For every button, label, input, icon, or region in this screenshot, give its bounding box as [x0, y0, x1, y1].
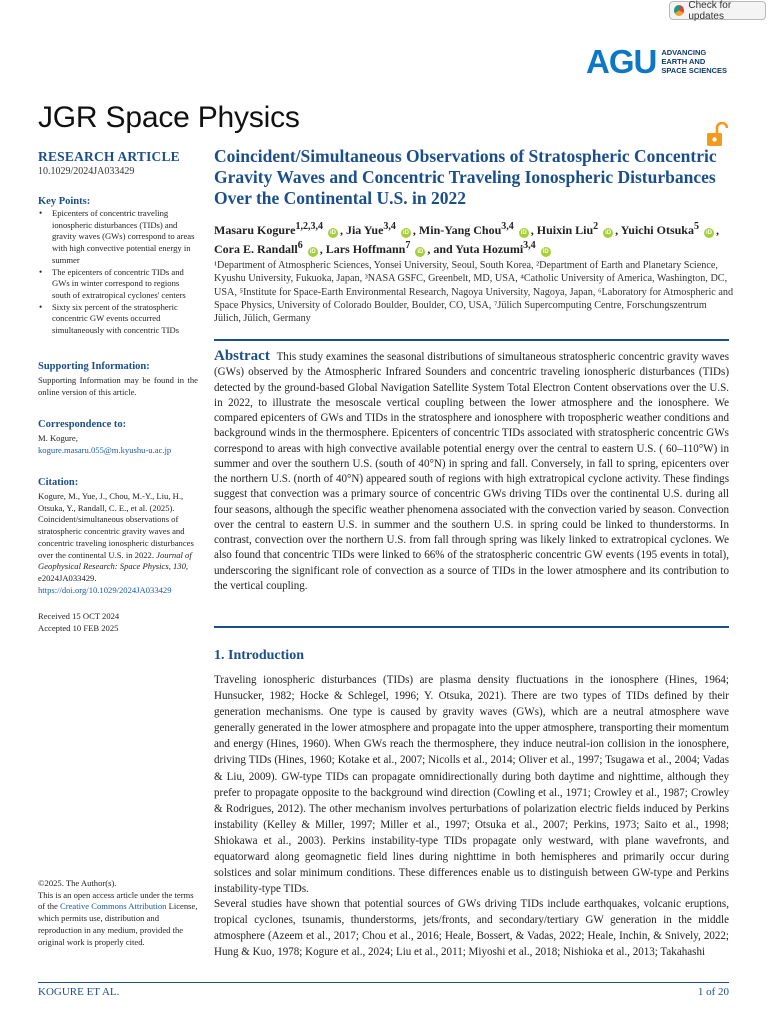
footer-divider	[38, 982, 729, 983]
license-text-pre: This is an open access article under the terms of the	[38, 889, 194, 912]
correspondence-heading: Correspondence to:	[38, 419, 127, 430]
orcid-icon[interactable]: iD	[520, 230, 527, 236]
article-doi[interactable]: 10.1029/2024JA033429	[38, 166, 135, 177]
abstract-section	[214, 349, 729, 594]
orcid-icon[interactable]: iD	[605, 230, 612, 236]
affiliations: ¹Department of Atmospheric Sciences, Yonsei University, Seoul, South Korea, ²Department of Earth and Planetary Science, Kyushu University, Fukuoka, Japan, ³NASA GSFC, Greenbelt, MD, USA, ⁴Catholic University of America, Washington, DC, USA, ⁵Institute for Space-Earth Environmental Research, Nagoya University, Nagoya, Japan, ⁶Laboratory for Atmospheric and Space Physics, University of Colorado Boulder, Boulder, CO, USA, ⁷Jülich Supercomputing Centre, Forschungszentrum Jülich, Jülich, Germany	[214, 260, 734, 325]
article-title: Coincident/Simultaneous Observations of Stratospheric Concentric Gravity Waves and Concentric Traveling Ionospheric Disturbances Over the Continental U.S. in 2022	[214, 146, 717, 208]
key-point-item: • Sixty six percent of the stratospheric concentric GW events occurred simultaneously with concentric TIDs	[38, 302, 196, 337]
intro-paragraph: Traveling ionospheric disturbances (TIDs) are plasma density fluctuations in the ionosphere (Hines, 1964; Hunsucker, 1982; Hocke & Schlegel, 1996; Y. Otsuka, 2021). There are two types of TIDs defined by their generation mechanisms. One type is caused by gravity waves (GWs), which are a neutral atmosphere wave generally generated in the lower atmosphere and propagate into the upper atmosphere, transporting their momentum and energy (Hines, 1960). When GWs reach the thermosphere, they induce neutral-ion collision in the ionosphere, driving TIDs (Hines, 1960; Kotake et al., 2007; Nicolls et al., 2014; Oliver et al., 1997; Tsugawa et al., 2004; Vadas & Liu, 2009). GW-type TIDs can propagate omnidirectionally during both daytime and nighttime, although they prefer to propagate opposite to the background wind direction (Cowling et al., 1971; Crowley et al., 1987; Crowley & Rodrigues, 2012). The other mechanism involves perturbations of polarization electric fields induced by Perkins instability (Kelley & Miller, 1997; Miller et al., 1997; Otsuka et al., 2007; Perkins, 1973; Saito et al., 1998; Shiokawa et al., 2003). Perkins instability-type TIDs propagate only westward, with plane wavefronts, and equatorward along geomagnetic field lines during nighttime in both hemispheres and primarily occur during solstices and solar minimum conditions. These differences enable us to distinguish between GW-type and Perkins instability-type TIDs.	[214, 674, 729, 896]
check-updates-icon	[674, 5, 684, 16]
divider	[214, 626, 729, 628]
copyright-line: ©2025. The Author(s).	[38, 878, 117, 888]
abstract-heading: Abstract	[214, 348, 270, 364]
key-point-item: • Epicenters of concentric traveling ionospheric disturbances (TIDs) and gravity waves (GWs) correspond to areas with high convective potential energy in summer	[38, 208, 196, 267]
correspondence-email-link[interactable]: kogure.masaru.055@m.kyushu-u.ac.jp	[38, 444, 172, 455]
correspondence-name: M. Kogure,	[38, 433, 78, 443]
correspondence-block	[38, 433, 198, 456]
citation-journal: Journal of Geophysical Research: Space Physics, 130,	[38, 549, 192, 572]
received-date: Received 15 OCT 2024	[38, 611, 120, 621]
orcid-icon[interactable]: iD	[705, 230, 712, 236]
license-block	[38, 878, 198, 948]
footer-running-head: KOGURE ET AL.	[38, 986, 120, 998]
author-affil-sup: 6	[297, 240, 303, 251]
accepted-date: Accepted 10 FEB 2025	[38, 622, 119, 633]
citation-text: Kogure, M., Yue, J., Chou, M.-Y., Liu, H., Otsuka, Y., Randall, C. E., et al. (2025). Coincident/simultaneous observations of stratospheric concentric gravity waves and concentric traveling ionospheric disturbances over the continental U.S. in 2022.	[38, 491, 194, 560]
divider	[214, 339, 729, 341]
footer-page-number: 1 of 20	[697, 986, 729, 998]
author-name[interactable]: Masaru Kogure	[214, 223, 296, 237]
author-affil-sup: 2	[593, 221, 599, 232]
orcid-icon[interactable]: iD	[417, 249, 424, 255]
author-affil-sup: 3,4	[523, 240, 536, 251]
creative-commons-link[interactable]: Creative Commons Attribution	[59, 901, 167, 912]
open-access-lock-icon[interactable]	[706, 122, 728, 148]
author-name[interactable]: Jia Yue	[345, 223, 384, 237]
supporting-info-heading: Supporting Information:	[38, 361, 150, 372]
author-name[interactable]: Huixin Liu	[536, 223, 594, 237]
agu-tagline-line: ADVANCING	[661, 47, 707, 57]
author-name[interactable]: Yuta Hozumi	[455, 242, 524, 256]
agu-tagline-line: SPACE SCIENCES	[661, 65, 728, 75]
intro-paragraph: Several studies have shown that potential sources of GWs driving TIDs include earthquakes, volcanic eruptions, tropical cyclones, tsunamis, thunderstorms, jets/fronts, and secondary/tertiary GW generation in the middle atmosphere (Azeem et al., 2017; Chou et al., 2016; Heale, Bossert, & Vadas, 2022; Heale, Inchin, & Snively, 2022; Hung & Kuo, 1978; Kogure et al., 2024; Liu et al., 2011; Miyoshi et al., 2018; Nishioka et al., 2013; Takahashi	[214, 898, 729, 959]
agu-tagline-line: EARTH AND	[661, 56, 706, 66]
orcid-icon[interactable]: iD	[309, 249, 316, 255]
author-list: Masaru Kogure$^{1,2,3,4}$ iD , Jia Yue$^{3,4}$ iD , Min-Yang Chou$^{3,4}$ iD , Huixin Liu$^2$ iD , Yuichi Otsuka$^5$ iD , Cora E. Randall$^6$ iD , Lars Hoffmann$^7$ iD , and Yuta Hozumi$^{3,4}$ iD	[214, 221, 719, 256]
journal-title: JGR Space Physics	[38, 101, 300, 134]
key-point-item: • The epicenters of concentric TIDs and GWs in winter correspond to regions south of extratropical cyclones' centers	[38, 267, 196, 302]
key-points-list	[38, 208, 196, 337]
orcid-icon[interactable]: iD	[329, 230, 336, 236]
citation-doi-link[interactable]: https://doi.org/10.1029/2024JA033429	[38, 584, 172, 595]
author-affil-sup: 5	[693, 221, 699, 232]
citation-block	[38, 491, 198, 596]
citation-id: e2024JA033429.	[38, 572, 97, 583]
author-affil-sup: 1,2,3,4	[295, 221, 323, 232]
author-affil-sup: 7	[405, 240, 411, 251]
supporting-info-text: Supporting Information may be found in the online version of this article.	[38, 375, 198, 397]
author-name[interactable]: Cora E. Randall	[214, 242, 298, 256]
license-text-post: License, which permits use, distribution and reproduction in any medium, provided the original work is properly cited.	[38, 901, 198, 947]
author-affil-sup: 3,4	[501, 221, 514, 232]
author-name[interactable]: Min-Yang Chou	[418, 223, 502, 237]
key-points-heading: Key Points:	[38, 196, 91, 207]
citation-heading: Citation:	[38, 477, 79, 488]
orcid-icon[interactable]: iD	[402, 230, 409, 236]
abstract-text: This study examines the seasonal distributions of simultaneous stratospheric concentric gravity waves (GWs) observed by the Atmospheric Infrared Sounders and concentric traveling ionospheric disturbances (TIDs) detected by the ground-based Global Navigation Satellite System Total Electron Content observations over the U.S. in 2022, to illustrate the mesoscale vertical coupling between the lower atmosphere and the ionosphere. We compared epicenters of GWs and TIDs in the stratosphere and ionosphere with tropospheric weather conditions and background winds in the thermosphere. Epicenters of concentric TIDs associated with stratospheric concentric GWs correspond to areas with high convective available potential energy over the central to eastern U.S. ( 60–110°W) in summer and over the southern U.S. (south of 40°N) in spring and fall. Conversely, in fall to spring, epicenters over the northern U.S. (north of 40°N) appeared south of regions with high extratropical cyclone activity. These findings suggest that convection was a primary source of concentric GWs driving TIDs over the continental U.S. during all four seasons, although the specific weather phenomena associated with the convection varied by season. Convection over the central to eastern U.S. in summer and the southern U.S. in spring could be linked to thunderstorms. In contrast, convection over the northern U.S. from fall through spring was likely linked to extratropical cyclones. We also found that concentric TIDs were linked to 66% of the stratospheric concentric GW events (195 events in total), underscoring the significant role of convection as a source of TIDs in the lower atmosphere and its contribution to the vertical coupling.	[214, 351, 729, 592]
agu-logo-mark: AGU	[586, 42, 657, 80]
agu-logo-tagline	[661, 48, 727, 75]
author-name[interactable]: Yuichi Otsuka	[620, 223, 694, 237]
orcid-icon[interactable]: iD	[542, 249, 549, 255]
author-affil-sup: 3,4	[383, 221, 396, 232]
article-type: RESEARCH ARTICLE	[38, 149, 180, 164]
article-dates	[38, 611, 198, 634]
section-heading-introduction: 1. Introduction	[214, 648, 304, 663]
author-name[interactable]: Lars Hoffmann	[325, 242, 406, 256]
check-for-updates-label: Check for updates	[688, 0, 732, 22]
agu-logo[interactable]	[586, 44, 746, 78]
check-for-updates-button[interactable]	[669, 1, 766, 20]
